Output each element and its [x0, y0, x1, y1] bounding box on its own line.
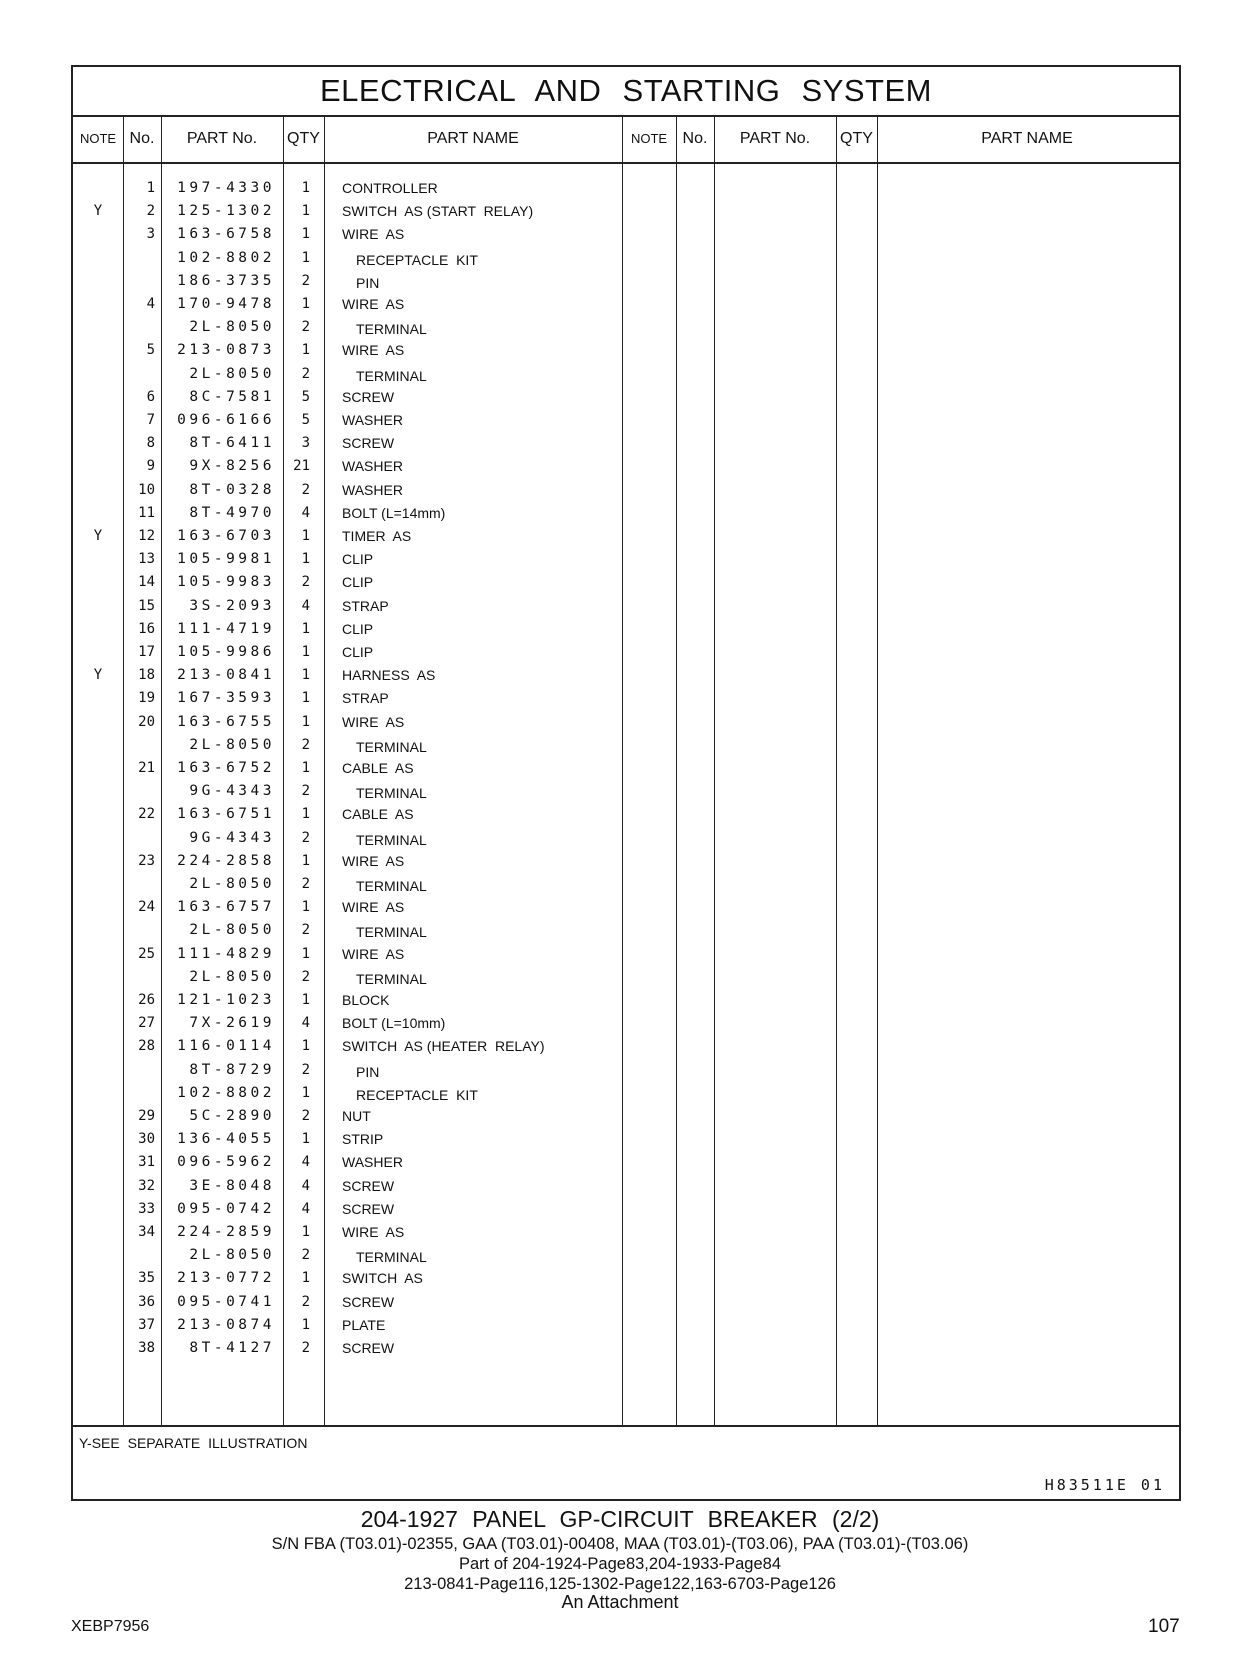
row-quantity: 4 — [301, 1154, 310, 1171]
row-part-number: 224-2858 — [177, 852, 275, 869]
row-part-number: 102-8802 — [177, 249, 275, 266]
table-row — [73, 548, 1179, 571]
row-item-number: 27 — [138, 1015, 155, 1032]
illustration-code: H83511E 01 — [1044, 1476, 1165, 1494]
row-quantity: 3 — [301, 435, 310, 452]
row-part-name: WIRE AS — [342, 342, 405, 359]
row-part-number: 7X-2619 — [189, 1015, 275, 1032]
table-row — [73, 757, 1179, 780]
row-part-number: 3S-2093 — [189, 597, 275, 614]
attachment-line: An Attachment — [561, 1592, 679, 1612]
row-quantity: 1 — [301, 713, 310, 730]
row-part-name: TERMINAL — [356, 367, 427, 384]
table-row — [73, 455, 1179, 478]
header-no-left: No. — [129, 130, 155, 147]
row-part-number: 8T-0328 — [189, 481, 275, 498]
table-row — [73, 247, 1179, 270]
row-part-name: PIN — [356, 1063, 380, 1080]
row-part-name: RECEPTACLE KIT — [356, 251, 478, 268]
row-quantity: 5 — [301, 388, 310, 405]
row-quantity: 2 — [301, 1108, 310, 1124]
header-part-no-right: PART No. — [739, 130, 811, 147]
row-part-name: NUT — [342, 1108, 371, 1124]
row-item-number: 28 — [138, 1038, 155, 1055]
row-part-number: 8T-4970 — [189, 504, 275, 521]
row-quantity: 2 — [301, 1340, 310, 1356]
row-part-number: 2L-8050 — [189, 319, 275, 336]
table-row — [73, 687, 1179, 710]
row-part-number: 9X-8256 — [189, 458, 275, 475]
row-part-name: WIRE AS — [342, 899, 405, 916]
table-row — [73, 363, 1179, 386]
row-part-name: PIN — [356, 274, 380, 291]
row-item-number: 12 — [138, 528, 155, 544]
document-number: XEBP7956 — [71, 1618, 150, 1635]
row-item-number: 22 — [138, 806, 155, 823]
row-part-name: SCREW — [342, 1200, 395, 1217]
header-qty-left: QTY — [287, 130, 320, 147]
row-part-name: PLATE — [342, 1316, 386, 1333]
row-part-name: SWITCH AS — [342, 1270, 423, 1287]
row-quantity: 1 — [301, 249, 310, 266]
row-part-name: SWITCH AS (HEATER RELAY) — [342, 1038, 545, 1055]
row-quantity: 1 — [301, 1038, 310, 1055]
row-quantity: 1 — [301, 760, 310, 776]
table-row — [73, 664, 1179, 687]
row-part-name: CABLE AS — [342, 806, 414, 823]
row-part-number: 111-4829 — [177, 945, 275, 962]
table-row — [73, 502, 1179, 525]
table-row — [73, 1082, 1179, 1105]
header-part-no-left: PART No. — [186, 130, 258, 147]
table-row — [73, 386, 1179, 409]
row-item-number: 6 — [146, 388, 155, 405]
row-note: Y — [93, 667, 103, 684]
row-part-name: CABLE AS — [342, 760, 414, 776]
table-row — [73, 896, 1179, 919]
row-part-name: WIRE AS — [342, 852, 405, 869]
row-quantity: 4 — [301, 1200, 310, 1217]
row-part-name: TERMINAL — [356, 878, 427, 894]
table-row — [73, 803, 1179, 826]
reference-line: 213-0841-Page116,125-1302-Page122,163-6703-Page126 — [404, 1575, 836, 1593]
row-part-name: WIRE AS — [342, 226, 405, 243]
row-quantity: 1 — [301, 667, 310, 684]
row-quantity: 2 — [301, 1061, 310, 1078]
row-quantity: 1 — [301, 1084, 310, 1101]
table-row — [73, 1035, 1179, 1058]
row-part-name: BOLT (L=14mm) — [342, 504, 446, 521]
row-quantity: 1 — [301, 620, 310, 637]
row-item-number: 14 — [138, 574, 155, 591]
row-item-number: 9 — [146, 458, 155, 475]
table-row — [73, 1151, 1179, 1174]
row-quantity: 1 — [301, 528, 310, 544]
page-number: 107 — [1148, 1616, 1180, 1637]
row-quantity: 1 — [301, 992, 310, 1008]
row-part-number: 2L-8050 — [189, 876, 275, 892]
row-quantity: 2 — [301, 365, 310, 382]
table-row — [73, 734, 1179, 757]
table-row — [73, 641, 1179, 664]
row-part-name: HARNESS AS — [342, 667, 436, 684]
row-item-number: 21 — [138, 760, 155, 776]
row-part-number: 2L-8050 — [189, 1247, 275, 1264]
row-quantity: 21 — [293, 458, 310, 475]
row-note: Y — [93, 528, 103, 544]
row-item-number: 35 — [138, 1270, 155, 1287]
row-item-number: 1 — [146, 180, 155, 196]
row-item-number: 3 — [146, 226, 155, 243]
row-part-name: SCREW — [342, 1340, 395, 1356]
table-row — [73, 943, 1179, 966]
row-part-number: 9G-4343 — [189, 829, 275, 846]
row-part-number: 197-4330 — [177, 180, 275, 196]
row-part-number: 163-6758 — [177, 226, 275, 243]
header-no-right: No. — [682, 130, 708, 147]
table-row — [73, 1314, 1179, 1337]
row-part-number: 3E-8048 — [189, 1177, 275, 1194]
header-note-right: NOTE — [630, 131, 668, 146]
table-row — [73, 409, 1179, 432]
table-row — [73, 873, 1179, 896]
row-part-number: 163-6757 — [177, 899, 275, 916]
row-item-number: 20 — [138, 713, 155, 730]
row-quantity: 2 — [301, 922, 310, 939]
header-qty-right: QTY — [840, 130, 873, 147]
row-quantity: 1 — [301, 226, 310, 243]
table-row — [73, 780, 1179, 803]
table-row — [73, 223, 1179, 246]
row-part-name: CLIP — [342, 644, 374, 660]
table-row — [73, 1291, 1179, 1314]
table-row — [73, 525, 1179, 548]
row-part-name: CONTROLLER — [342, 180, 438, 196]
table-row — [73, 618, 1179, 641]
row-quantity: 2 — [301, 1293, 310, 1310]
row-part-number: 111-4719 — [177, 620, 275, 637]
row-item-number: 30 — [138, 1131, 155, 1148]
table-row — [73, 293, 1179, 316]
row-item-number: 18 — [138, 667, 155, 684]
table-row — [73, 339, 1179, 362]
row-part-name: TERMINAL — [356, 924, 427, 941]
row-item-number: 13 — [138, 551, 155, 568]
row-item-number: 37 — [138, 1316, 155, 1333]
row-part-name: WIRE AS — [342, 296, 405, 312]
row-item-number: 29 — [138, 1108, 155, 1124]
row-part-number: 163-6751 — [177, 806, 275, 823]
row-part-number: 167-3593 — [177, 690, 275, 707]
row-quantity: 1 — [301, 806, 310, 823]
footer-divider — [73, 1425, 1179, 1427]
row-item-number: 8 — [146, 435, 155, 452]
row-part-name: STRIP — [342, 1131, 384, 1148]
row-quantity: 2 — [301, 481, 310, 498]
row-part-name: SCREW — [342, 435, 395, 452]
row-part-name: SCREW — [342, 1293, 395, 1310]
row-item-number: 32 — [138, 1177, 155, 1194]
row-quantity: 4 — [301, 1177, 310, 1194]
row-part-name: SWITCH AS (START RELAY) — [342, 203, 534, 220]
row-quantity: 2 — [301, 574, 310, 591]
row-part-number: 163-6703 — [177, 528, 275, 544]
row-part-number: 136-4055 — [177, 1131, 275, 1148]
row-quantity: 4 — [301, 504, 310, 521]
parts-table-frame — [71, 65, 1181, 1501]
row-quantity: 2 — [301, 319, 310, 336]
table-row — [73, 919, 1179, 942]
row-item-number: 15 — [138, 597, 155, 614]
row-item-number: 2 — [146, 203, 155, 220]
table-row — [73, 850, 1179, 873]
row-part-number: 8T-4127 — [189, 1340, 275, 1356]
row-quantity: 2 — [301, 783, 310, 800]
row-item-number: 33 — [138, 1200, 155, 1217]
row-part-number: 2L-8050 — [189, 922, 275, 939]
row-item-number: 36 — [138, 1293, 155, 1310]
table-row — [73, 1221, 1179, 1244]
row-note: Y — [93, 203, 103, 220]
table-row — [73, 1175, 1179, 1198]
row-part-name: WIRE AS — [342, 1224, 405, 1240]
row-item-number: 26 — [138, 992, 155, 1008]
row-part-number: 170-9478 — [177, 296, 275, 312]
table-row — [73, 989, 1179, 1012]
row-quantity: 2 — [301, 1247, 310, 1264]
row-part-number: 8T-6411 — [189, 435, 275, 452]
part-of-line: Part of 204-1924-Page83,204-1933-Page84 — [459, 1555, 781, 1573]
row-part-number: 224-2859 — [177, 1224, 275, 1240]
row-quantity: 1 — [301, 644, 310, 660]
row-part-name: WASHER — [342, 412, 403, 428]
row-part-name: TERMINAL — [356, 1249, 427, 1266]
row-part-number: 095-0741 — [177, 1293, 275, 1310]
row-part-number: 121-1023 — [177, 992, 275, 1008]
row-item-number: 24 — [138, 899, 155, 916]
table-row — [73, 966, 1179, 989]
assembly-title: 204-1927 PANEL GP-CIRCUIT BREAKER (2/2) — [360, 1506, 880, 1532]
row-part-number: 8C-7581 — [189, 388, 275, 405]
row-part-name: TERMINAL — [356, 970, 427, 987]
row-part-number: 2L-8050 — [189, 365, 275, 382]
row-part-number: 125-1302 — [177, 203, 275, 220]
row-quantity: 2 — [301, 736, 310, 753]
row-quantity: 4 — [301, 1015, 310, 1032]
row-part-number: 105-9981 — [177, 551, 275, 568]
table-row — [73, 1337, 1179, 1360]
row-quantity: 2 — [301, 829, 310, 846]
header-note-left: NOTE — [79, 131, 117, 146]
row-part-name: WIRE AS — [342, 713, 405, 730]
row-item-number: 38 — [138, 1340, 155, 1356]
row-item-number: 10 — [138, 481, 155, 498]
row-part-number: 105-9983 — [177, 574, 275, 591]
table-row — [73, 1105, 1179, 1128]
row-part-name: BLOCK — [342, 992, 390, 1008]
row-quantity: 2 — [301, 876, 310, 892]
row-part-number: 213-0874 — [177, 1316, 275, 1333]
row-item-number: 7 — [146, 412, 155, 428]
row-item-number: 23 — [138, 852, 155, 869]
footnote: Y-SEE SEPARATE ILLUSTRATION — [79, 1435, 308, 1451]
row-quantity: 4 — [301, 597, 310, 614]
row-part-number: 5C-2890 — [189, 1108, 275, 1124]
row-part-number: 096-6166 — [177, 412, 275, 428]
row-quantity: 1 — [301, 342, 310, 359]
row-part-number: 163-6755 — [177, 713, 275, 730]
row-part-name: SCREW — [342, 388, 395, 405]
row-part-number: 2L-8050 — [189, 968, 275, 985]
row-quantity: 1 — [301, 551, 310, 568]
row-part-number: 096-5962 — [177, 1154, 275, 1171]
row-quantity: 1 — [301, 1224, 310, 1240]
table-row — [73, 1059, 1179, 1082]
table-row — [73, 1267, 1179, 1290]
row-quantity: 1 — [301, 690, 310, 707]
row-part-name: BOLT (L=10mm) — [342, 1015, 446, 1032]
table-row — [73, 200, 1179, 223]
row-item-number: 5 — [146, 342, 155, 359]
row-quantity: 1 — [301, 945, 310, 962]
row-part-number: 213-0772 — [177, 1270, 275, 1287]
table-row — [73, 1128, 1179, 1151]
table-row — [73, 432, 1179, 455]
row-item-number: 31 — [138, 1154, 155, 1171]
row-part-name: SCREW — [342, 1177, 395, 1194]
row-quantity: 1 — [301, 180, 310, 196]
table-row — [73, 1244, 1179, 1267]
table-row — [73, 595, 1179, 618]
row-part-name: CLIP — [342, 551, 374, 568]
table-header — [73, 115, 1179, 164]
row-part-name: CLIP — [342, 620, 374, 637]
row-part-name: TERMINAL — [356, 785, 427, 802]
row-quantity: 1 — [301, 899, 310, 916]
row-quantity: 1 — [301, 1131, 310, 1148]
row-quantity: 1 — [301, 1270, 310, 1287]
row-item-number: 16 — [138, 620, 155, 637]
serial-range-line: S/N FBA (T03.01)-02355, GAA (T03.01)-00408, MAA (T03.01)-(T03.06), PAA (T03.01)-(T03.06) — [271, 1535, 969, 1553]
table-row — [73, 711, 1179, 734]
row-part-name: WASHER — [342, 481, 403, 498]
table-row — [73, 177, 1179, 200]
row-item-number: 25 — [138, 945, 155, 962]
row-part-name: TERMINAL — [356, 831, 427, 848]
table-row — [73, 316, 1179, 339]
row-item-number: 19 — [138, 690, 155, 707]
row-quantity: 2 — [301, 968, 310, 985]
row-item-number: 34 — [138, 1224, 155, 1240]
row-part-number: 9G-4343 — [189, 783, 275, 800]
row-part-name: WASHER — [342, 458, 403, 475]
row-item-number: 17 — [138, 644, 155, 660]
row-part-name: WASHER — [342, 1154, 403, 1171]
row-quantity: 5 — [301, 412, 310, 428]
header-part-name-right: PART NAME — [981, 130, 1073, 147]
row-part-name: WIRE AS — [342, 945, 405, 962]
row-part-name: TIMER AS — [342, 528, 412, 544]
row-part-number: 102-8802 — [177, 1084, 275, 1101]
row-quantity: 1 — [301, 1316, 310, 1333]
row-part-number: 095-0742 — [177, 1200, 275, 1217]
row-quantity: 1 — [301, 296, 310, 312]
row-item-number: 11 — [138, 504, 155, 521]
row-part-number: 2L-8050 — [189, 736, 275, 753]
row-part-number: 186-3735 — [177, 272, 275, 289]
row-part-number: 213-0873 — [177, 342, 275, 359]
row-part-number: 116-0114 — [177, 1038, 275, 1055]
section-title: ELECTRICAL AND STARTING SYSTEM — [73, 67, 1179, 117]
row-part-name: STRAP — [342, 597, 389, 614]
table-row — [73, 1198, 1179, 1221]
row-quantity: 1 — [301, 203, 310, 220]
row-part-number: 8T-8729 — [189, 1061, 275, 1078]
row-part-name: TERMINAL — [356, 321, 427, 338]
table-row — [73, 1012, 1179, 1035]
row-part-number: 163-6752 — [177, 760, 275, 776]
table-row — [73, 270, 1179, 293]
row-part-name: TERMINAL — [356, 738, 427, 755]
row-part-name: CLIP — [342, 574, 374, 591]
row-part-name: STRAP — [342, 690, 389, 707]
header-part-name-left: PART NAME — [427, 130, 519, 147]
row-quantity: 2 — [301, 272, 310, 289]
table-row — [73, 571, 1179, 594]
row-item-number: 4 — [146, 296, 155, 312]
row-part-name: RECEPTACLE KIT — [356, 1086, 478, 1103]
row-part-number: 213-0841 — [177, 667, 275, 684]
table-row — [73, 479, 1179, 502]
row-quantity: 1 — [301, 852, 310, 869]
table-row — [73, 827, 1179, 850]
row-part-number: 105-9986 — [177, 644, 275, 660]
